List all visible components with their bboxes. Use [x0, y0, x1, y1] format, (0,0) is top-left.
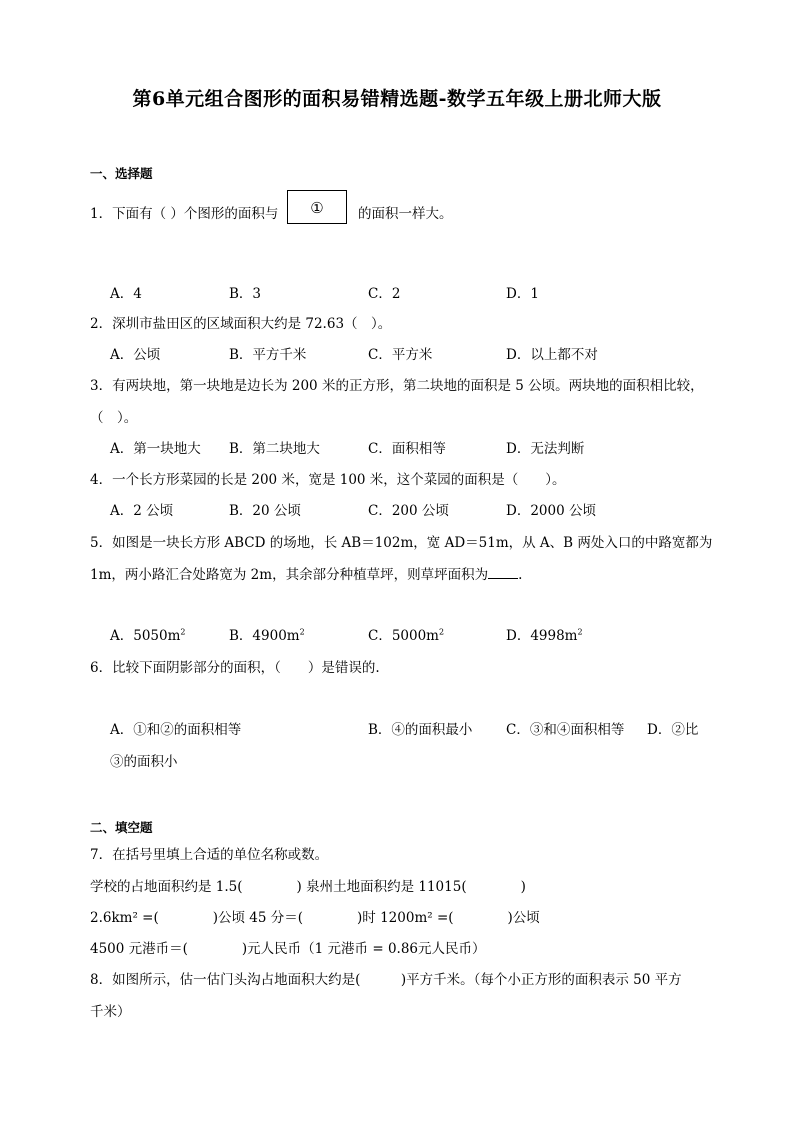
q3-option-a: A．第一块地大: [110, 441, 201, 457]
question-7-line-3: 4500 元港币＝( )元人民币（1 元港币 = 0.86元人民币）: [90, 941, 486, 957]
q5-option-d: D．$4998m^2$: [506, 627, 583, 644]
question-5-text-cont: 1m，两小路汇合处路宽为 2m，其余部分种植草坪，则草坪面积为 .: [90, 567, 523, 583]
q2-option-c: C．平方米: [368, 347, 433, 363]
section-heading-choice: 一、选择题: [90, 166, 153, 181]
q4-option-a: A．2 公顷: [110, 503, 174, 519]
q1-option-c: C．2: [368, 286, 401, 302]
q5-option-a: A．$5050m^2$: [110, 627, 186, 644]
q3-option-d: D．无法判断: [506, 441, 585, 457]
question-1-figure-box: ①: [287, 190, 347, 224]
question-7-line-1: 学校的占地面积约是 1.5( ) 泉州土地面积约是 11015( ): [90, 879, 526, 895]
q2-option-b: B．平方千米: [229, 347, 307, 363]
question-1-text-end: 的面积一样大。: [358, 206, 453, 222]
page-title: 第6单元组合图形的面积易错精选题-数学五年级上册北师大版: [132, 88, 662, 110]
q6-option-d-cont: ③的面积小: [110, 754, 178, 770]
section-heading-fill: 二、填空题: [90, 820, 153, 835]
q3-option-b: B．第二块地大: [229, 441, 320, 457]
question-2-text: 2．深圳市盐田区的区域面积大约是 72.63（ ）。: [90, 316, 392, 332]
q4-option-c: C．200 公顷: [368, 503, 449, 519]
question-3-text: 3．有两块地，第一块地是边长为 200 米的正方形，第二块地的面积是 5 公顷。两块地的面积相比较，: [90, 378, 704, 394]
q6-option-a: A．①和②的面积相等: [110, 722, 242, 738]
q2-option-a: A．公顷: [110, 347, 161, 363]
question-7-text: 7．在括号里填上合适的单位名称或数。: [90, 847, 329, 863]
q6-option-d: D．②比: [647, 722, 699, 738]
question-5-text: 5．如图是一块长方形 ABCD 的场地，长 AB＝102m，宽 AD＝51m，从 A、B 两处入口的中路宽都为: [90, 535, 713, 551]
q5-option-c: C．$5000m^2$: [368, 627, 445, 644]
question-3-text-cont: （ ）。: [90, 410, 138, 426]
q4-option-d: D．2000 公顷: [506, 503, 596, 519]
q1-option-b: B．3: [229, 286, 262, 302]
question-7-line-2: 2.6km² =( )公顷 45 分＝( )时 1200m² =( )公顷: [90, 910, 540, 926]
q6-option-c: C．③和④面积相等: [506, 722, 625, 738]
q2-option-d: D．以上都不对: [506, 347, 598, 363]
question-8-text-cont: 千米）: [90, 1004, 131, 1020]
question-8-text: 8．如图所示，估一估门头沟占地面积大约是( )平方千米。（每个小正方形的面积表示 50 平方: [90, 972, 682, 988]
question-4-text: 4．一个长方形菜园的长是 200 米，宽是 100 米，这个菜园的面积是（ ）。: [90, 472, 566, 488]
question-6-text: 6．比较下面阴影部分的面积，（ ）是错误的.: [90, 660, 380, 676]
q4-option-b: B．20 公顷: [229, 503, 301, 519]
question-5-line2: 1m，两小路汇合处路宽为 2m，其余部分种植草坪，则草坪面积为: [90, 567, 489, 583]
q5-option-b: B．$4900m^2$: [229, 627, 305, 644]
question-1-text: 1．下面有（ ）个图形的面积与: [90, 206, 279, 222]
q6-option-b: B．④的面积最小: [368, 722, 473, 738]
q3-option-c: C．面积相等: [368, 441, 446, 457]
answer-blank: [488, 566, 518, 579]
q1-option-a: A．4: [110, 286, 142, 302]
q1-option-d: D．1: [506, 286, 539, 302]
